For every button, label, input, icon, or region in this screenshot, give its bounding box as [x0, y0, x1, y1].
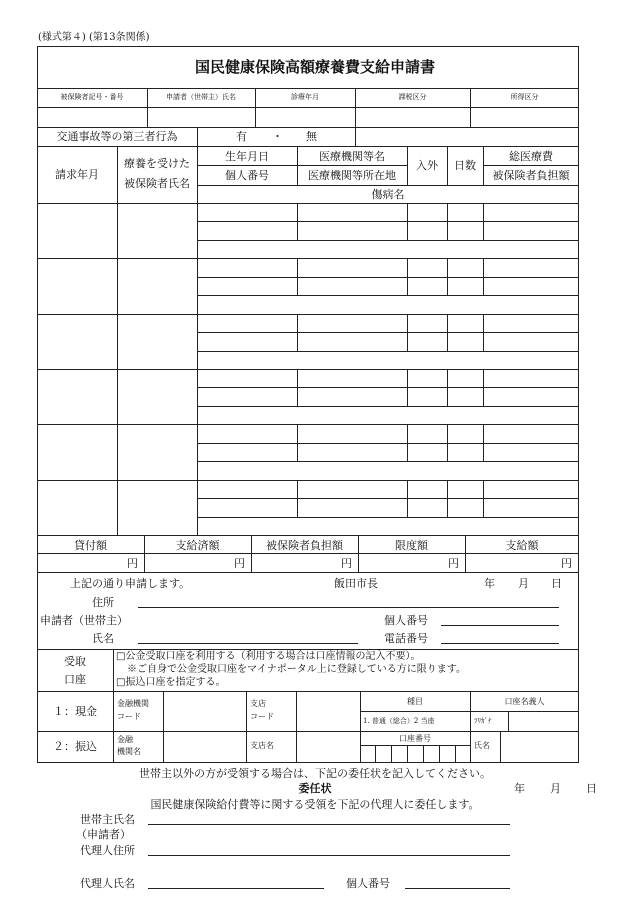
- applicant-name-sig-label: 氏名: [92, 632, 114, 645]
- branch-code-label-2: コード: [250, 712, 274, 721]
- form-number: (様式第４) (第13条関係): [38, 32, 150, 43]
- branch-code-label-1: 支店: [250, 699, 266, 708]
- loan-yen-unit: 円: [127, 557, 138, 570]
- inst-code-label-2: コード: [117, 712, 141, 721]
- inst-name-field[interactable]: [164, 732, 246, 763]
- delegation-year: 年: [514, 782, 525, 795]
- proxy-address-label: 代理人住所: [80, 844, 135, 857]
- institution-address-label: 医療機関等所在地: [308, 169, 396, 182]
- branch-name-label: 支店名: [250, 741, 274, 750]
- mayor-addressee: 飯田市長: [334, 577, 378, 590]
- claim-entry-row[interactable]: [37, 370, 579, 424]
- apply-year: 年: [484, 577, 495, 590]
- account-type-label: 種目: [407, 697, 423, 706]
- branch-name-field[interactable]: [297, 732, 360, 763]
- payment-yen-unit: 円: [561, 557, 572, 570]
- inst-code-label-1: 金融機関: [117, 699, 149, 708]
- claim-entry-row[interactable]: [37, 315, 579, 369]
- tax-category-field[interactable]: [356, 108, 470, 127]
- inst-code-field[interactable]: [164, 692, 246, 731]
- claim-entry-row[interactable]: [37, 425, 579, 479]
- branch-code-field[interactable]: [297, 692, 360, 731]
- phone-label: 電話番号: [384, 632, 428, 645]
- paid-amount-label: 支給済額: [175, 539, 220, 552]
- proxy-name-field[interactable]: [148, 888, 324, 889]
- patient-label-2: 被保険者氏名: [124, 177, 190, 190]
- third-party-no[interactable]: 無: [306, 130, 317, 143]
- address-field[interactable]: [138, 607, 559, 608]
- institution-name-label: 医療機関等名: [319, 150, 385, 163]
- total-cost-label: 総医療費: [509, 150, 553, 163]
- delegation-day: 日: [586, 782, 597, 795]
- apply-day: 日: [551, 577, 562, 590]
- tax-category-label: 課税区分: [398, 93, 427, 101]
- householder-name-label: 世帯主氏名: [80, 813, 135, 826]
- paid-yen-unit: 円: [234, 557, 245, 570]
- receipt-label-2: 口座: [64, 673, 86, 686]
- public-account-option[interactable]: □公金受取口座を利用する（利用する場合は口座情報の記入不要）。: [116, 651, 421, 662]
- delegation-note: 世帯主以外の方が受領する場合は、下記の委任状を記入してください。: [139, 767, 491, 780]
- holder-name-field[interactable]: [501, 732, 579, 763]
- proxy-mynumber-label: 個人番号: [346, 877, 390, 890]
- payment-amount-label: 支給額: [505, 539, 539, 552]
- dob-label: 生年月日: [225, 150, 269, 163]
- injury-label: 傷病名: [371, 188, 405, 201]
- limit-amount-label: 限度額: [395, 539, 428, 552]
- income-category-label: 所得区分: [510, 93, 539, 101]
- burden-label: 被保険者負担額: [492, 169, 570, 182]
- householder-applicant-label: （申請者）: [76, 828, 131, 841]
- furigana-field[interactable]: [509, 712, 579, 731]
- third-party-yes[interactable]: 有: [236, 130, 247, 143]
- insured-burden-label: 被保険者負担額: [266, 539, 343, 552]
- cash-option[interactable]: １：現金: [53, 705, 97, 718]
- holder-name-label: 氏名: [474, 741, 490, 750]
- furigana-label: ﾌﾘｶﾞﾅ: [474, 717, 492, 725]
- claim-entry-row[interactable]: [37, 481, 579, 535]
- inst-name-label-2: 機関名: [117, 747, 141, 756]
- burden-yen-unit: 円: [341, 557, 352, 570]
- phone-field[interactable]: [441, 643, 559, 644]
- transfer-option[interactable]: ２：振込: [53, 740, 97, 753]
- claim-month-label: 請求年月: [55, 168, 99, 181]
- householder-name-field[interactable]: [148, 824, 510, 825]
- limit-yen-unit: 円: [448, 557, 459, 570]
- inout-label: 入外: [416, 159, 438, 172]
- applicant-name-field[interactable]: [148, 108, 255, 127]
- applicant-name-sig-field[interactable]: [138, 643, 358, 644]
- applicant-householder-label: 申請者（世帯主）: [40, 614, 128, 627]
- mynumber-label: 個人番号: [225, 169, 269, 182]
- applicant-name-label: 申請者（世帯主）氏名: [166, 93, 236, 101]
- account-number-label: 口座番号: [399, 734, 431, 743]
- account-type-options[interactable]: 1. 普通（総合）2 当座: [363, 717, 435, 725]
- public-account-note: ※ご自身で公金受取口座をマイナポータル上に登録している方に限ります。: [127, 664, 466, 675]
- address-label: 住所: [92, 596, 114, 609]
- days-label: 日数: [454, 159, 476, 172]
- insured-number-label: 被保険者記号・番号: [60, 93, 124, 101]
- delegation-month: 月: [550, 782, 561, 795]
- income-category-field[interactable]: [471, 108, 579, 127]
- proxy-name-label: 代理人氏名: [80, 877, 135, 890]
- loan-amount-label: 貸付額: [74, 539, 107, 552]
- proxy-mynumber-field[interactable]: [405, 888, 510, 889]
- applicant-mynumber-field[interactable]: [441, 625, 559, 626]
- transfer-account-option[interactable]: □振込口座を指定する。: [116, 677, 226, 688]
- claim-entry-row[interactable]: [37, 259, 579, 313]
- claim-entry-row[interactable]: [37, 204, 579, 258]
- delegation-title: 委任状: [298, 782, 332, 795]
- patient-label-1: 療養を受けた: [124, 157, 190, 170]
- apply-month: 月: [518, 577, 529, 590]
- receipt-label-1: 受取: [64, 655, 86, 668]
- account-holder-label: 口座名義人: [504, 697, 545, 706]
- delegation-text: 国民健康保険給付費等に関する受領を下記の代理人に委任します。: [150, 798, 480, 811]
- proxy-address-field[interactable]: [148, 855, 510, 856]
- inst-name-label-1: 金融: [117, 735, 133, 744]
- third-party-separator: ・: [272, 130, 283, 143]
- form-title: 国民健康保険高額療養費支給申請書: [194, 58, 435, 76]
- insured-number-field[interactable]: [37, 108, 147, 127]
- third-party-label: 交通事故等の第三者行為: [56, 130, 178, 143]
- application-statement: 上記の通り申請します。: [70, 577, 191, 590]
- treatment-month-field[interactable]: [256, 108, 355, 127]
- account-number-field[interactable]: [361, 746, 470, 763]
- applicant-mynumber-label: 個人番号: [384, 614, 428, 627]
- treatment-month-label: 診療年月: [291, 93, 319, 101]
